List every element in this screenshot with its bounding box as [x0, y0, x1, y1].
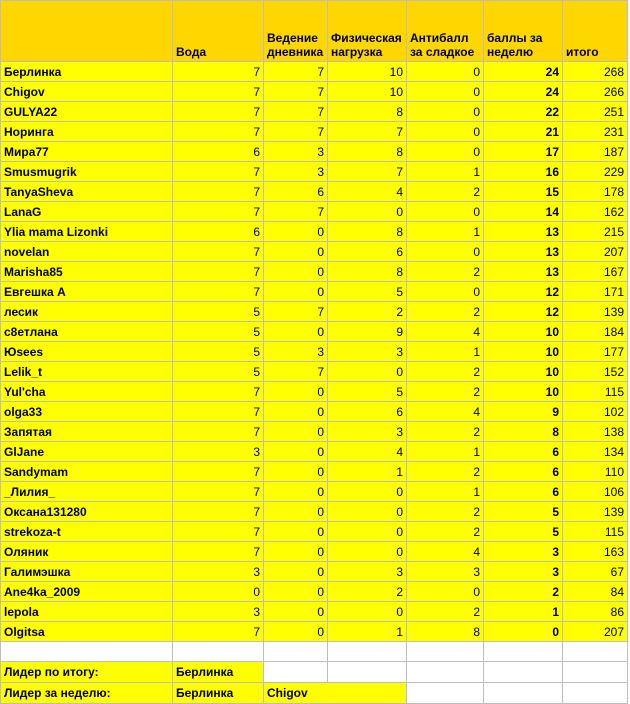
table-row	[1, 222, 628, 242]
participant-name-cell[interactable]: Запятая	[1, 422, 173, 442]
total-cell[interactable]: 139	[563, 502, 628, 522]
water-cell[interactable]: 3	[173, 442, 264, 462]
participant-name-cell[interactable]: с8етлана	[1, 322, 173, 342]
exercise-cell[interactable]: 0	[328, 522, 407, 542]
cell[interactable]	[563, 662, 628, 683]
table-row	[1, 542, 628, 562]
table-row	[1, 562, 628, 582]
total-cell[interactable]: 67	[563, 562, 628, 582]
table-row	[1, 242, 628, 262]
table-row	[1, 602, 628, 622]
week-cell[interactable]: 13	[484, 222, 563, 242]
antiscore-cell[interactable]: 4	[407, 322, 484, 342]
total-cell[interactable]: 86	[563, 602, 628, 622]
total-cell[interactable]: 115	[563, 522, 628, 542]
antiscore-cell[interactable]: 0	[407, 582, 484, 602]
water-cell[interactable]: 7	[173, 282, 264, 302]
table-row	[1, 102, 628, 122]
leader-week-label[interactable]: Лидер за неделю:	[1, 683, 173, 704]
total-cell[interactable]: 152	[563, 362, 628, 382]
diary-cell[interactable]: 0	[264, 282, 328, 302]
antiscore-cell[interactable]: 0	[407, 142, 484, 162]
header-total[interactable]: итого	[563, 1, 628, 62]
week-cell[interactable]: 2	[484, 582, 563, 602]
cell[interactable]	[328, 662, 407, 683]
week-cell[interactable]: 21	[484, 122, 563, 142]
antiscore-cell[interactable]: 2	[407, 362, 484, 382]
week-cell[interactable]: 13	[484, 262, 563, 282]
participant-name-cell[interactable]: Smusmugrik	[1, 162, 173, 182]
participant-name-cell[interactable]: Галимэшка	[1, 562, 173, 582]
diary-cell[interactable]: 0	[264, 322, 328, 342]
antiscore-cell[interactable]: 1	[407, 222, 484, 242]
water-cell[interactable]: 7	[173, 622, 264, 642]
participant-name-cell[interactable]: GULYA22	[1, 102, 173, 122]
exercise-cell[interactable]: 5	[328, 382, 407, 402]
total-cell[interactable]: 102	[563, 402, 628, 422]
water-cell[interactable]: 7	[173, 462, 264, 482]
table-row	[1, 82, 628, 102]
antiscore-cell[interactable]: 0	[407, 102, 484, 122]
antiscore-cell[interactable]: 2	[407, 602, 484, 622]
water-cell[interactable]: 6	[173, 142, 264, 162]
water-cell[interactable]: 7	[173, 182, 264, 202]
cell[interactable]	[484, 642, 563, 662]
table-row	[1, 422, 628, 442]
participant-name-cell[interactable]: TanyaSheva	[1, 182, 173, 202]
cell[interactable]	[328, 642, 407, 662]
water-cell[interactable]: 5	[173, 322, 264, 342]
antiscore-cell[interactable]: 0	[407, 62, 484, 82]
total-cell[interactable]: 163	[563, 542, 628, 562]
week-cell[interactable]: 12	[484, 282, 563, 302]
total-cell[interactable]: 268	[563, 62, 628, 82]
participant-name-cell[interactable]: Берлинка	[1, 62, 173, 82]
exercise-cell[interactable]: 10	[328, 62, 407, 82]
water-cell[interactable]: 7	[173, 502, 264, 522]
antiscore-cell[interactable]: 1	[407, 442, 484, 462]
exercise-cell[interactable]: 3	[328, 342, 407, 362]
week-cell[interactable]: 0	[484, 622, 563, 642]
total-cell[interactable]: 138	[563, 422, 628, 442]
total-cell[interactable]: 162	[563, 202, 628, 222]
week-cell[interactable]: 6	[484, 462, 563, 482]
water-cell[interactable]: 7	[173, 262, 264, 282]
leader-total-label[interactable]: Лидер по итогу:	[1, 662, 173, 683]
participant-name-cell[interactable]: лесик	[1, 302, 173, 322]
water-cell[interactable]: 3	[173, 602, 264, 622]
diary-cell[interactable]: 3	[264, 162, 328, 182]
table-row	[1, 362, 628, 382]
leader-week-row	[1, 683, 628, 704]
header-name-cell[interactable]	[1, 1, 173, 62]
leader-week-value-2[interactable]: Chigov	[264, 683, 407, 704]
table-row	[1, 462, 628, 482]
antiscore-cell[interactable]: 0	[407, 242, 484, 262]
antiscore-cell[interactable]: 2	[407, 462, 484, 482]
week-cell[interactable]: 5	[484, 522, 563, 542]
water-cell[interactable]: 0	[173, 582, 264, 602]
cell[interactable]	[563, 683, 628, 704]
exercise-cell[interactable]: 5	[328, 282, 407, 302]
exercise-cell[interactable]: 0	[328, 542, 407, 562]
exercise-cell[interactable]: 7	[328, 122, 407, 142]
week-cell[interactable]: 10	[484, 322, 563, 342]
participant-name-cell[interactable]: Yul'cha	[1, 382, 173, 402]
antiscore-cell[interactable]: 3	[407, 562, 484, 582]
header-antiscore[interactable]: Антибалл за сладкое	[407, 1, 484, 62]
cell[interactable]	[1, 642, 173, 662]
antiscore-cell[interactable]: 0	[407, 82, 484, 102]
cell[interactable]	[264, 642, 328, 662]
total-cell[interactable]: 266	[563, 82, 628, 102]
diary-cell[interactable]: 0	[264, 462, 328, 482]
week-cell[interactable]: 8	[484, 422, 563, 442]
week-cell[interactable]: 13	[484, 242, 563, 262]
total-cell[interactable]: 134	[563, 442, 628, 462]
participant-name-cell[interactable]: olga33	[1, 402, 173, 422]
participant-name-cell[interactable]: Chigov	[1, 82, 173, 102]
diary-cell[interactable]: 0	[264, 622, 328, 642]
antiscore-cell[interactable]: 1	[407, 482, 484, 502]
water-cell[interactable]: 5	[173, 362, 264, 382]
diary-cell[interactable]: 7	[264, 102, 328, 122]
water-cell[interactable]: 7	[173, 82, 264, 102]
exercise-cell[interactable]: 0	[328, 482, 407, 502]
antiscore-cell[interactable]: 4	[407, 402, 484, 422]
footer-body	[1, 642, 628, 704]
table-row	[1, 162, 628, 182]
header-water[interactable]: Вода	[173, 1, 264, 62]
water-cell[interactable]: 5	[173, 342, 264, 362]
total-cell[interactable]: 139	[563, 302, 628, 322]
water-cell[interactable]: 6	[173, 222, 264, 242]
exercise-cell[interactable]: 1	[328, 462, 407, 482]
table-row	[1, 182, 628, 202]
participant-name-cell[interactable]: Ylia mama Lizonki	[1, 222, 173, 242]
diary-cell[interactable]: 0	[264, 422, 328, 442]
week-cell[interactable]: 10	[484, 342, 563, 362]
antiscore-cell[interactable]: 2	[407, 382, 484, 402]
cell[interactable]	[484, 683, 563, 704]
antiscore-cell[interactable]: 0	[407, 282, 484, 302]
total-cell[interactable]: 231	[563, 122, 628, 142]
antiscore-cell[interactable]: 2	[407, 262, 484, 282]
diary-cell[interactable]: 0	[264, 262, 328, 282]
week-cell[interactable]: 17	[484, 142, 563, 162]
total-cell[interactable]: 106	[563, 482, 628, 502]
participant-name-cell[interactable]: Юsees	[1, 342, 173, 362]
antiscore-cell[interactable]: 0	[407, 122, 484, 142]
exercise-cell[interactable]: 8	[328, 262, 407, 282]
antiscore-cell[interactable]: 2	[407, 502, 484, 522]
table-row	[1, 122, 628, 142]
antiscore-cell[interactable]: 8	[407, 622, 484, 642]
diary-cell[interactable]: 0	[264, 502, 328, 522]
week-cell[interactable]: 22	[484, 102, 563, 122]
participant-name-cell[interactable]: lepola	[1, 602, 173, 622]
diary-cell[interactable]: 7	[264, 122, 328, 142]
week-cell[interactable]: 6	[484, 442, 563, 462]
exercise-cell[interactable]: 1	[328, 622, 407, 642]
week-cell[interactable]: 5	[484, 502, 563, 522]
total-cell[interactable]: 115	[563, 382, 628, 402]
table-body	[1, 1, 628, 642]
exercise-cell[interactable]: 4	[328, 182, 407, 202]
week-cell[interactable]: 6	[484, 482, 563, 502]
header-exercise[interactable]: Физическая нагрузка	[328, 1, 407, 62]
header-row	[1, 1, 628, 62]
participant-name-cell[interactable]: Мира77	[1, 142, 173, 162]
diary-cell[interactable]: 0	[264, 522, 328, 542]
diary-cell[interactable]: 0	[264, 482, 328, 502]
table-row	[1, 382, 628, 402]
participant-name-cell[interactable]: Оксана131280	[1, 502, 173, 522]
table-row	[1, 142, 628, 162]
total-cell[interactable]: 187	[563, 142, 628, 162]
table-row	[1, 522, 628, 542]
diary-cell[interactable]: 3	[264, 142, 328, 162]
total-cell[interactable]: 251	[563, 102, 628, 122]
water-cell[interactable]: 7	[173, 62, 264, 82]
week-cell[interactable]: 10	[484, 382, 563, 402]
participant-name-cell[interactable]: Ane4ka_2009	[1, 582, 173, 602]
exercise-cell[interactable]: 8	[328, 222, 407, 242]
exercise-cell[interactable]: 8	[328, 142, 407, 162]
antiscore-cell[interactable]: 2	[407, 522, 484, 542]
exercise-cell[interactable]: 10	[328, 82, 407, 102]
leader-total-row	[1, 662, 628, 683]
table-row	[1, 502, 628, 522]
cell[interactable]	[407, 683, 484, 704]
water-cell[interactable]: 7	[173, 402, 264, 422]
antiscore-cell[interactable]: 2	[407, 302, 484, 322]
total-cell[interactable]: 229	[563, 162, 628, 182]
antiscore-cell[interactable]: 2	[407, 182, 484, 202]
water-cell[interactable]: 7	[173, 542, 264, 562]
diary-cell[interactable]: 0	[264, 402, 328, 422]
participant-name-cell[interactable]: strekoza-t	[1, 522, 173, 542]
water-cell[interactable]: 7	[173, 422, 264, 442]
cell[interactable]	[563, 642, 628, 662]
cell[interactable]	[484, 662, 563, 683]
water-cell[interactable]: 7	[173, 242, 264, 262]
antiscore-cell[interactable]: 1	[407, 162, 484, 182]
antiscore-cell[interactable]: 2	[407, 422, 484, 442]
water-cell[interactable]: 7	[173, 162, 264, 182]
diary-cell[interactable]: 6	[264, 182, 328, 202]
water-cell[interactable]: 7	[173, 202, 264, 222]
diary-cell[interactable]: 7	[264, 202, 328, 222]
diary-cell[interactable]: 7	[264, 302, 328, 322]
total-cell[interactable]: 184	[563, 322, 628, 342]
exercise-cell[interactable]: 6	[328, 402, 407, 422]
exercise-cell[interactable]: 9	[328, 322, 407, 342]
week-cell[interactable]: 14	[484, 202, 563, 222]
participant-name-cell[interactable]: Норинга	[1, 122, 173, 142]
leader-total-value[interactable]: Берлинка	[173, 662, 264, 683]
antiscore-cell[interactable]: 0	[407, 202, 484, 222]
exercise-cell[interactable]: 6	[328, 242, 407, 262]
header-diary[interactable]: Ведение дневника	[264, 1, 328, 62]
diary-cell[interactable]: 0	[264, 542, 328, 562]
total-cell[interactable]: 215	[563, 222, 628, 242]
total-cell[interactable]: 110	[563, 462, 628, 482]
exercise-cell[interactable]: 7	[328, 162, 407, 182]
total-cell[interactable]: 84	[563, 582, 628, 602]
table-row	[1, 62, 628, 82]
total-cell[interactable]: 177	[563, 342, 628, 362]
exercise-cell[interactable]: 3	[328, 562, 407, 582]
cell[interactable]	[173, 642, 264, 662]
header-week[interactable]: баллы за неделю	[484, 1, 563, 62]
table-row	[1, 342, 628, 362]
diary-cell[interactable]: 0	[264, 602, 328, 622]
diary-cell[interactable]: 0	[264, 442, 328, 462]
total-cell[interactable]: 207	[563, 242, 628, 262]
diary-cell[interactable]: 7	[264, 362, 328, 382]
table-row	[1, 622, 628, 642]
table-row	[1, 582, 628, 602]
week-cell[interactable]: 12	[484, 302, 563, 322]
participant-name-cell[interactable]: LanaG	[1, 202, 173, 222]
exercise-cell[interactable]: 4	[328, 442, 407, 462]
participant-name-cell[interactable]: _Лилия_	[1, 482, 173, 502]
exercise-cell[interactable]: 0	[328, 502, 407, 522]
blank-row	[1, 642, 628, 662]
diary-cell[interactable]: 7	[264, 82, 328, 102]
water-cell[interactable]: 5	[173, 302, 264, 322]
diary-cell[interactable]: 0	[264, 582, 328, 602]
week-cell[interactable]: 9	[484, 402, 563, 422]
water-cell[interactable]: 7	[173, 522, 264, 542]
week-cell[interactable]: 3	[484, 542, 563, 562]
exercise-cell[interactable]: 0	[328, 362, 407, 382]
water-cell[interactable]: 7	[173, 102, 264, 122]
exercise-cell[interactable]: 2	[328, 582, 407, 602]
participant-name-cell[interactable]: Евгешка А	[1, 282, 173, 302]
week-cell[interactable]: 1	[484, 602, 563, 622]
water-cell[interactable]: 7	[173, 382, 264, 402]
exercise-cell[interactable]: 0	[328, 602, 407, 622]
exercise-cell[interactable]: 3	[328, 422, 407, 442]
total-cell[interactable]: 167	[563, 262, 628, 282]
exercise-cell[interactable]: 8	[328, 102, 407, 122]
diary-cell[interactable]: 0	[264, 562, 328, 582]
table-row	[1, 202, 628, 222]
total-cell[interactable]: 171	[563, 282, 628, 302]
table-row	[1, 402, 628, 422]
participant-name-cell[interactable]: novelan	[1, 242, 173, 262]
week-cell[interactable]: 15	[484, 182, 563, 202]
leader-week-value-1[interactable]: Берлинка	[173, 683, 264, 704]
water-cell[interactable]: 7	[173, 122, 264, 142]
diary-cell[interactable]: 7	[264, 62, 328, 82]
water-cell[interactable]: 7	[173, 482, 264, 502]
cell[interactable]	[264, 662, 328, 683]
participant-name-cell[interactable]: GlJane	[1, 442, 173, 462]
week-cell[interactable]: 16	[484, 162, 563, 182]
exercise-cell[interactable]: 0	[328, 202, 407, 222]
diary-cell[interactable]: 3	[264, 342, 328, 362]
total-cell[interactable]: 207	[563, 622, 628, 642]
table-row	[1, 262, 628, 282]
week-cell[interactable]: 24	[484, 82, 563, 102]
week-cell[interactable]: 10	[484, 362, 563, 382]
table-row	[1, 322, 628, 342]
diary-cell[interactable]: 0	[264, 242, 328, 262]
cell[interactable]	[407, 662, 484, 683]
participant-name-cell[interactable]: Оляник	[1, 542, 173, 562]
antiscore-cell[interactable]: 4	[407, 542, 484, 562]
antiscore-cell[interactable]: 1	[407, 342, 484, 362]
table-row	[1, 442, 628, 462]
exercise-cell[interactable]: 2	[328, 302, 407, 322]
water-cell[interactable]: 3	[173, 562, 264, 582]
total-cell[interactable]: 178	[563, 182, 628, 202]
participant-name-cell[interactable]: Sandymam	[1, 462, 173, 482]
table-row	[1, 302, 628, 322]
table-row	[1, 482, 628, 502]
week-cell[interactable]: 24	[484, 62, 563, 82]
participant-name-cell[interactable]: Olgitsa	[1, 622, 173, 642]
diary-cell[interactable]: 0	[264, 382, 328, 402]
participant-name-cell[interactable]: Marisha85	[1, 262, 173, 282]
table-row	[1, 282, 628, 302]
diary-cell[interactable]: 0	[264, 222, 328, 242]
week-cell[interactable]: 3	[484, 562, 563, 582]
participant-name-cell[interactable]: Lelik_t	[1, 362, 173, 382]
cell[interactable]	[407, 642, 484, 662]
